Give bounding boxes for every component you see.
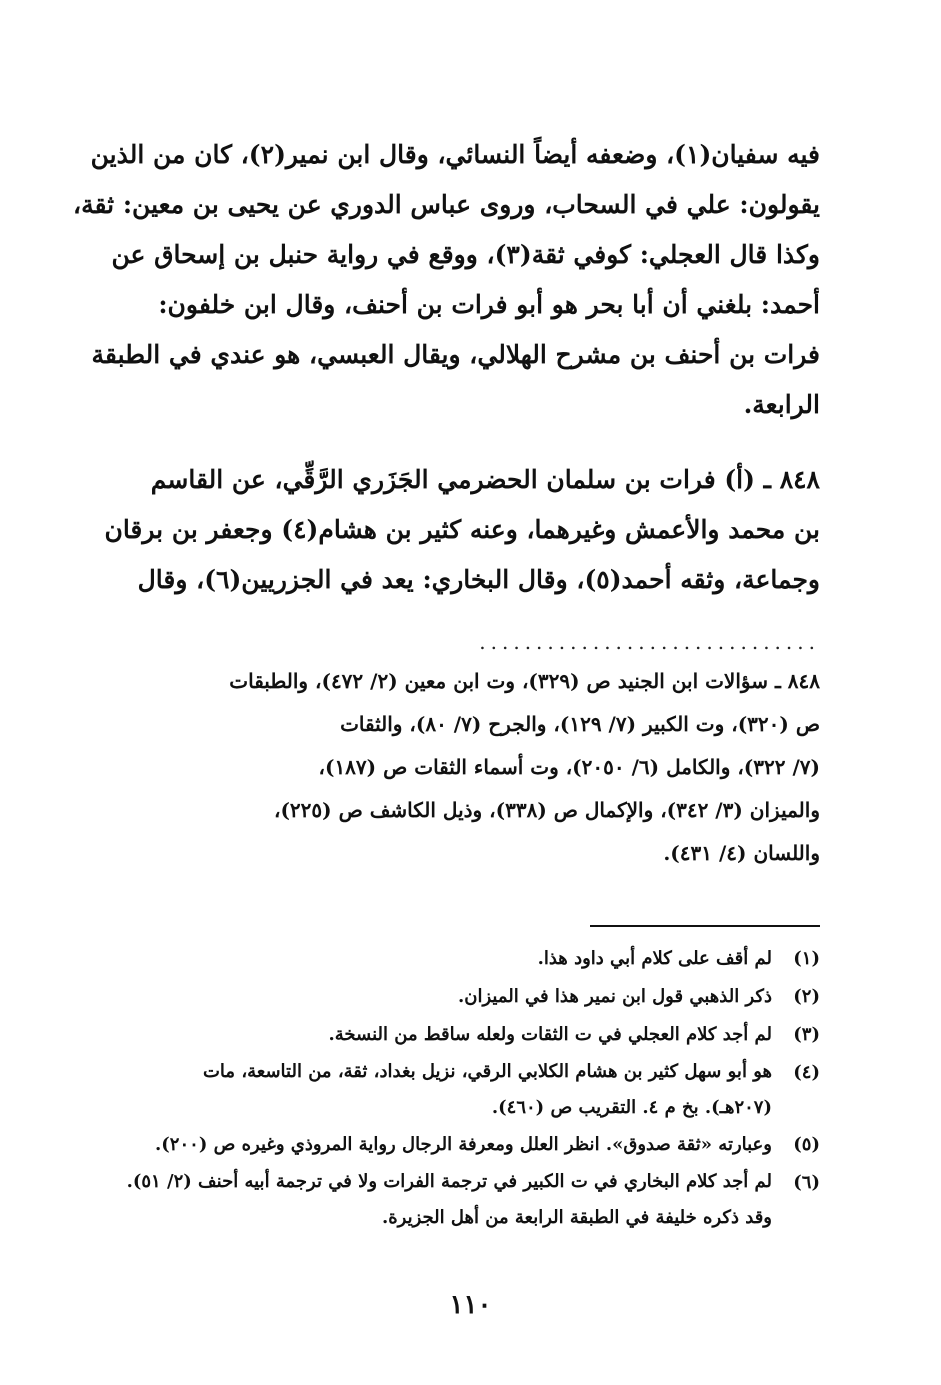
text-line: بن محمد والأعمش وغيرهما، وعنه كثير بن هشام(٤) وجعفر بن برقان [104,515,820,544]
footnote-text [70,1054,772,1126]
footnote-5 [70,1126,820,1164]
footnote-text: لم أجد كلام العجلي في ت الثقات ولعله ساقط من النسخة. [328,1024,772,1045]
dotted-separator: .............................. [479,630,820,654]
footnote-number: (٢) [793,986,820,1007]
footnotes [70,940,820,1236]
footnote-line: وقد ذكره خليفة في الطبقة الرابعة من أهل الجزيرة. [381,1207,772,1228]
footnote-1 [70,940,820,978]
main-paragraph-1 [70,130,820,430]
source-line: ٨٤٨ ـ سؤالات ابن الجنيد ص (٣٢٩)، وت ابن معين (٢/ ٤٧٢)، والطبقات [229,669,820,693]
footnote-4 [70,1054,820,1126]
source-line: والميزان (٣/ ٣٤٢)، والإكمال ص (٣٣٨)، وذيل الكاشف ص (٢٢٥)، [273,798,820,822]
footnote-text: لم أقف على كلام أبي داود هذا. [537,948,772,969]
page-number: ١١٠ [449,1290,492,1320]
footnote-text [70,1164,772,1236]
footnote-2 [70,978,820,1016]
footnote-line: (٢٠٧هـ). بخ م ٤. التقريب ص (٤٦٠). [491,1097,772,1118]
text-line: الرابعة. [743,390,820,419]
text-line: وكذا قال العجلي: كوفي ثقة(٣)، ووقع في رواية حنبل بن إسحاق عن [111,240,820,269]
text-line: فيه سفيان(١)، وضعفه أيضاً النسائي، وقال ابن نمير(٢)، كان من الذين [90,140,820,169]
main-paragraph-2 [70,455,820,605]
source-line: (٧/ ٣٢٢)، والكامل (٦/ ٢٠٥٠)، وت أسماء الثقات ص (١٨٧)، [318,755,820,779]
text-line: ٨٤٨ ـ (أ) فرات بن سلمان الحضرمي الجَزَري الرَّقِّي، عن القاسم [150,465,820,494]
source-line: واللسان (٤/ ٤٣١). [663,841,820,865]
footnote-line: هو أبو سهل كثير بن هشام الكلابي الرقي، نزيل بغداد، ثقة، من التاسعة، مات [202,1061,772,1082]
footnote-text: ذكر الذهبي قول ابن نمير هذا في الميزان. [457,986,772,1007]
source-line: ص (٣٢٠)، وت الكبير (٧/ ١٢٩)، والجرح (٧/ ٨٠)، والثقات [340,712,820,736]
footnote-3 [70,1016,820,1054]
footnote-line: لم أجد كلام البخاري في ت الكبير في ترجمة الفرات ولا في ترجمة أبيه أحنف (٢/ ٥١). [126,1171,772,1192]
footnote-6 [70,1164,820,1236]
footnote-number: (٥) [793,1134,820,1155]
text-line: فرات بن أحنف بن مشرح الهلالي، ويقال العبسي، هو عندي في الطبقة [91,340,820,369]
text-line: وجماعة، وثقه أحمد(٥)، وقال البخاري: يعد في الجزريين(٦)، وقال [137,565,820,594]
footnote-number: (٣) [793,1024,820,1045]
sources-block [70,660,820,875]
footnote-number: (٦) [793,1172,820,1193]
text-line: أحمد: بلغني أن أبا بحر هو أبو فرات بن أحنف، وقال ابن خلفون: [158,290,820,319]
footnote-number: (٤) [793,1062,820,1083]
footnote-text: وعبارته «ثقة صدوق». انظر العلل ومعرفة الرجال رواية المروذي وغيره ص (٢٠٠). [155,1134,772,1155]
text-line: يقولون: علي في السحاب، وروى عباس الدوري عن يحيى بن معين: ثقة، [73,190,820,219]
footnote-number: (١) [793,948,820,969]
footnote-rule [590,925,820,927]
